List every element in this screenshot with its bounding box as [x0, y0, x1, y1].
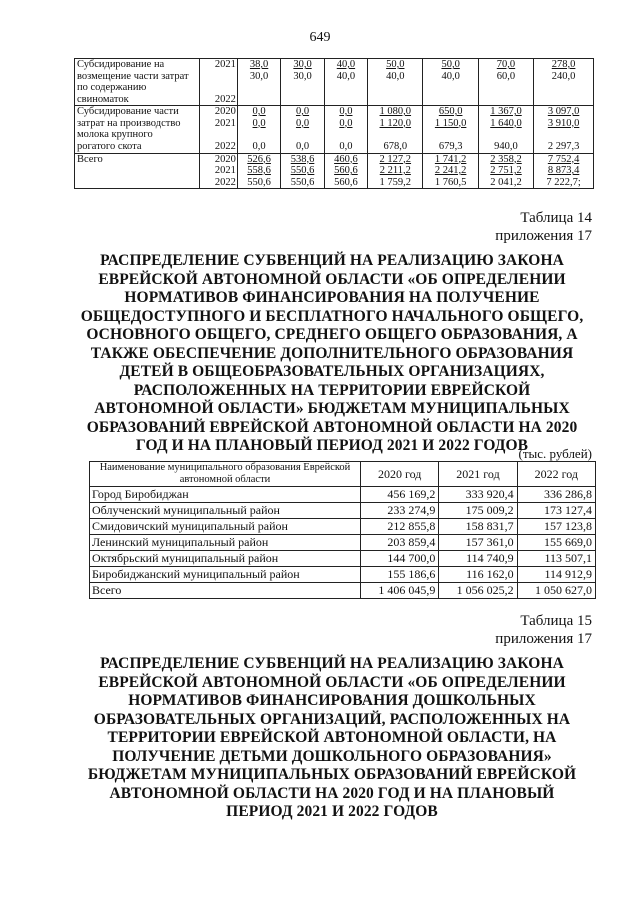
value-2020: 203 859,4: [361, 535, 439, 551]
value-cell: [368, 59, 423, 106]
year-value: 2022: [214, 93, 236, 105]
cell-value: 7 222,7;: [546, 176, 581, 188]
cell-value: 2 751,2: [490, 165, 522, 176]
table-14-caption-number: Таблица 14: [520, 210, 592, 226]
row-name-line: по содержанию: [77, 82, 147, 93]
value-cell: [324, 153, 367, 189]
cell-value: [370, 82, 420, 94]
cell-value: 70,0: [496, 59, 516, 70]
row-years: [200, 106, 238, 154]
value-cell: [237, 106, 280, 154]
value-2021: 116 162,0: [439, 567, 517, 583]
row-name: [75, 153, 200, 189]
value-2021: 175 009,2: [439, 503, 517, 519]
value-2020: 456 169,2: [361, 487, 439, 503]
row-name-line: молока крупного: [77, 129, 153, 140]
cell-value: 40,0: [336, 70, 356, 82]
value-cell: [281, 153, 324, 189]
cell-value: 0,0: [252, 117, 266, 129]
year-value: 2022: [214, 141, 236, 152]
cell-value: 30,0: [293, 70, 312, 82]
table-row: [75, 106, 594, 154]
cell-value: [425, 82, 475, 94]
cell-value: 30,0: [249, 70, 269, 82]
cell-value: 0,0: [295, 141, 310, 152]
cell-value: [240, 82, 278, 94]
row-name: [75, 59, 200, 106]
value-cell: [423, 106, 478, 154]
cell-value: [283, 82, 321, 94]
cell-value: 558,6: [247, 165, 271, 176]
table-header-row: [90, 462, 596, 487]
cell-value: 2 297,3: [547, 141, 580, 152]
municipality-name: Октябрьский муниципальный район: [90, 551, 361, 567]
value-cell: [534, 153, 594, 189]
subsidy-continuation-table: [74, 58, 594, 189]
value-2021: 158 831,7: [439, 519, 517, 535]
cell-value: 1 120,0: [379, 117, 412, 129]
cell-value: [327, 82, 365, 94]
cell-value: 2 241,2: [434, 165, 467, 176]
table-14-caption: [495, 209, 592, 245]
cell-value: 0,0: [339, 141, 353, 152]
cell-value: 550,6: [290, 165, 315, 176]
value-2022: 113 507,1: [517, 551, 595, 567]
municipality-name: Всего: [90, 583, 361, 599]
subventions-table-14: [89, 461, 596, 599]
cell-value: 2 358,2: [490, 153, 522, 165]
value-2021: 333 920,4: [439, 487, 517, 503]
table-15-caption: [495, 612, 592, 648]
table-row: [90, 503, 596, 519]
cell-value: [536, 82, 591, 94]
cell-value: 50,0: [386, 59, 405, 70]
year-value: [202, 71, 236, 83]
value-cell: [423, 59, 478, 106]
units-label: (тыс. рублей): [518, 446, 592, 461]
cell-value: 550,6: [247, 176, 271, 188]
row-name-line: Всего: [77, 153, 103, 165]
municipality-name: Облученский муниципальный район: [90, 503, 361, 519]
value-cell: [237, 153, 280, 189]
cell-value: 7 752,4: [547, 153, 580, 165]
cell-value: 40,0: [441, 70, 460, 82]
value-cell: [324, 106, 367, 154]
cell-value: 0,0: [252, 141, 266, 152]
municipality-name: Смидовичский муниципальный район: [90, 519, 361, 535]
value-cell: [534, 106, 594, 154]
cell-value: 678,0: [383, 141, 408, 152]
cell-value: 1 759,2: [379, 176, 412, 188]
cell-value: 1 367,0: [490, 106, 522, 117]
cell-value: 50,0: [441, 59, 460, 70]
value-2022: 155 669,0: [517, 535, 595, 551]
year-value: 2020: [214, 153, 236, 165]
header-2021: 2021 год: [439, 462, 517, 487]
value-2022: 336 286,8: [517, 487, 595, 503]
cell-value: 40,0: [386, 70, 405, 82]
cell-value: 3 097,0: [547, 106, 580, 117]
cell-value: 0,0: [295, 106, 310, 117]
cell-value: 30,0: [293, 59, 312, 70]
table-row: [90, 519, 596, 535]
cell-value: 2 041,2: [490, 176, 522, 188]
year-value: 2021: [214, 117, 236, 129]
value-2020: 144 700,0: [361, 551, 439, 567]
row-name-line: Субсидирование части: [77, 106, 179, 117]
row-name-line: рогатого скота: [77, 140, 142, 152]
municipality-name: Биробиджанский муниципальный район: [90, 567, 361, 583]
cell-value: 0,0: [339, 117, 353, 129]
cell-value: 679,3: [438, 141, 463, 152]
cell-value: 3 910,0: [547, 117, 580, 129]
header-2022: 2022 год: [517, 462, 595, 487]
value-cell: [281, 59, 324, 106]
row-name-line: Субсидирование на: [77, 59, 165, 70]
table-14-heading: РАСПРЕДЕЛЕНИЕ СУБВЕНЦИЙ НА РЕАЛИЗАЦИЮ ЗАКОНА ЕВРЕЙСКОЙ АВТОНОМНОЙ ОБЛАСТИ «ОБ ОПРЕДЕЛЕНИИ НОРМАТИВОВ ФИНАНСИРОВАНИЯ НА ПОЛУЧЕНИЕ ОБЩЕДОСТУПНОГО И БЕСПЛАТНОГО НАЧАЛЬНОГО ОБЩЕГО, ОСНОВНОГО ОБЩЕГО, СРЕДНЕГО ОБЩЕГО ОБРАЗОВАНИЯ, А ТАКЖЕ ОБЕСПЕЧЕНИЕ ДОПОЛНИТЕЛЬНОГО ОБРАЗОВАНИЯ ДЕТЕЙ В ОБЩЕОБРАЗОВАТЕЛЬНЫХ ОРГАНИЗАЦИЯХ, РАСПОЛОЖЕННЫХ НА ТЕРРИТОРИИ ЕВРЕЙСКОЙ АВТОНОМНОЙ ОБЛАСТИ» БЮДЖЕТАМ МУНИЦИПАЛЬНЫХ ОБРАЗОВАНИЙ ЕВРЕЙСКОЙ АВТОНОМНОЙ ОБЛАСТИ НА 2020 ГОД И НА ПЛАНОВЫЙ ПЕРИОД 2021 И 2022 ГОДОВ: [80, 252, 584, 454]
cell-value: 60,0: [496, 70, 516, 82]
municipality-name: Город Биробиджан: [90, 487, 361, 503]
value-2022: 114 912,9: [517, 567, 595, 583]
cell-value: 526,6: [247, 153, 271, 165]
row-name-line: свиноматок: [77, 93, 129, 105]
row-years: [200, 153, 238, 189]
cell-value: 2 211,2: [379, 165, 411, 176]
row-name: [75, 106, 200, 154]
cell-value: 240,0: [551, 70, 576, 82]
table-row: [90, 583, 596, 599]
cell-value: 940,0: [494, 141, 518, 152]
value-2021: 157 361,0: [439, 535, 517, 551]
cell-value: 550,6: [290, 176, 315, 188]
cell-value: 8 873,4: [547, 165, 580, 176]
cell-value: 40,0: [336, 59, 356, 70]
value-2020: 1 406 045,9: [361, 583, 439, 599]
row-name-line: затрат на производство: [77, 117, 181, 129]
cell-value: 0,0: [339, 106, 353, 117]
value-2020: 233 274,9: [361, 503, 439, 519]
header-2020: 2020 год: [361, 462, 439, 487]
cell-value: 1 760,5: [434, 176, 467, 188]
year-value: 2022: [214, 176, 236, 188]
year-value: 2021: [214, 59, 236, 70]
cell-value: 2 127,2: [379, 153, 412, 165]
table-row: [90, 535, 596, 551]
table-row: [75, 59, 594, 106]
table-15-caption-number: Таблица 15: [520, 613, 592, 629]
row-years: [200, 59, 238, 106]
cell-value: 1 150,0: [434, 117, 467, 129]
cell-value: 0,0: [252, 106, 266, 117]
year-value: 2021: [214, 165, 236, 176]
cell-value: 560,6: [334, 176, 358, 188]
cell-value: [481, 82, 531, 94]
municipality-name: Ленинский муниципальный район: [90, 535, 361, 551]
value-cell: [281, 106, 324, 154]
value-2022: 1 050 627,0: [517, 583, 595, 599]
table-row: [90, 567, 596, 583]
cell-value: 538,6: [290, 153, 315, 165]
cell-value: 1 741,2: [434, 153, 467, 165]
value-2022: 157 123,8: [517, 519, 595, 535]
table-15-caption-appendix: приложения 17: [495, 631, 592, 647]
cell-value: 0,0: [295, 117, 310, 129]
cell-value: 1 640,0: [490, 117, 522, 129]
cell-value: 650,0: [438, 106, 463, 117]
value-cell: [534, 59, 594, 106]
value-cell: [368, 106, 423, 154]
cell-value: 560,6: [334, 165, 358, 176]
table-15-heading: РАСПРЕДЕЛЕНИЕ СУБВЕНЦИЙ НА РЕАЛИЗАЦИЮ ЗАКОНА ЕВРЕЙСКОЙ АВТОНОМНОЙ ОБЛАСТИ «ОБ ОПРЕДЕЛЕНИИ НОРМАТИВОВ ФИНАНСИРОВАНИЯ ДОШКОЛЬНЫХ ОБРАЗОВАТЕЛЬНЫХ ОРГАНИЗАЦИЙ, РАСПОЛОЖЕННЫХ НА ТЕРРИТОРИИ ЕВРЕЙСКОЙ АВТОНОМНОЙ ОБЛАСТИ, НА ПОЛУЧЕНИЕ ДЕТЬМИ ДОШКОЛЬНОГО ОБРАЗОВАНИЯ» БЮДЖЕТАМ МУНИЦИПАЛЬНЫХ ОБРАЗОВАНИЙ ЕВРЕЙСКОЙ АВТОНОМНОЙ ОБЛАСТИ НА 2020 ГОД И НА ПЛАНОВЫЙ ПЕРИОД 2021 И 2022 ГОДОВ: [87, 655, 577, 820]
value-2020: 155 186,6: [361, 567, 439, 583]
header-municipality: Наименование муниципального образования Еврейской автономной области: [90, 462, 361, 487]
value-2022: 173 127,4: [517, 503, 595, 519]
value-cell: [324, 59, 367, 106]
value-cell: [478, 106, 533, 154]
value-cell: [237, 59, 280, 106]
value-2021: 1 056 025,2: [439, 583, 517, 599]
year-value: 2020: [214, 106, 236, 117]
cell-value: 1 080,0: [379, 106, 412, 117]
cell-value: 38,0: [249, 59, 269, 70]
value-2021: 114 740,9: [439, 551, 517, 567]
value-2020: 212 855,8: [361, 519, 439, 535]
value-cell: [478, 59, 533, 106]
cell-value: 460,6: [334, 153, 358, 165]
table-14-caption-appendix: приложения 17: [495, 228, 592, 244]
table-row: [75, 153, 594, 189]
row-name-line: возмещение части затрат: [77, 70, 189, 82]
table-row: [90, 487, 596, 503]
table-row: [90, 551, 596, 567]
value-cell: [423, 153, 478, 189]
page-number: 649: [309, 30, 331, 45]
value-cell: [368, 153, 423, 189]
value-cell: [478, 153, 533, 189]
cell-value: 278,0: [551, 59, 576, 70]
